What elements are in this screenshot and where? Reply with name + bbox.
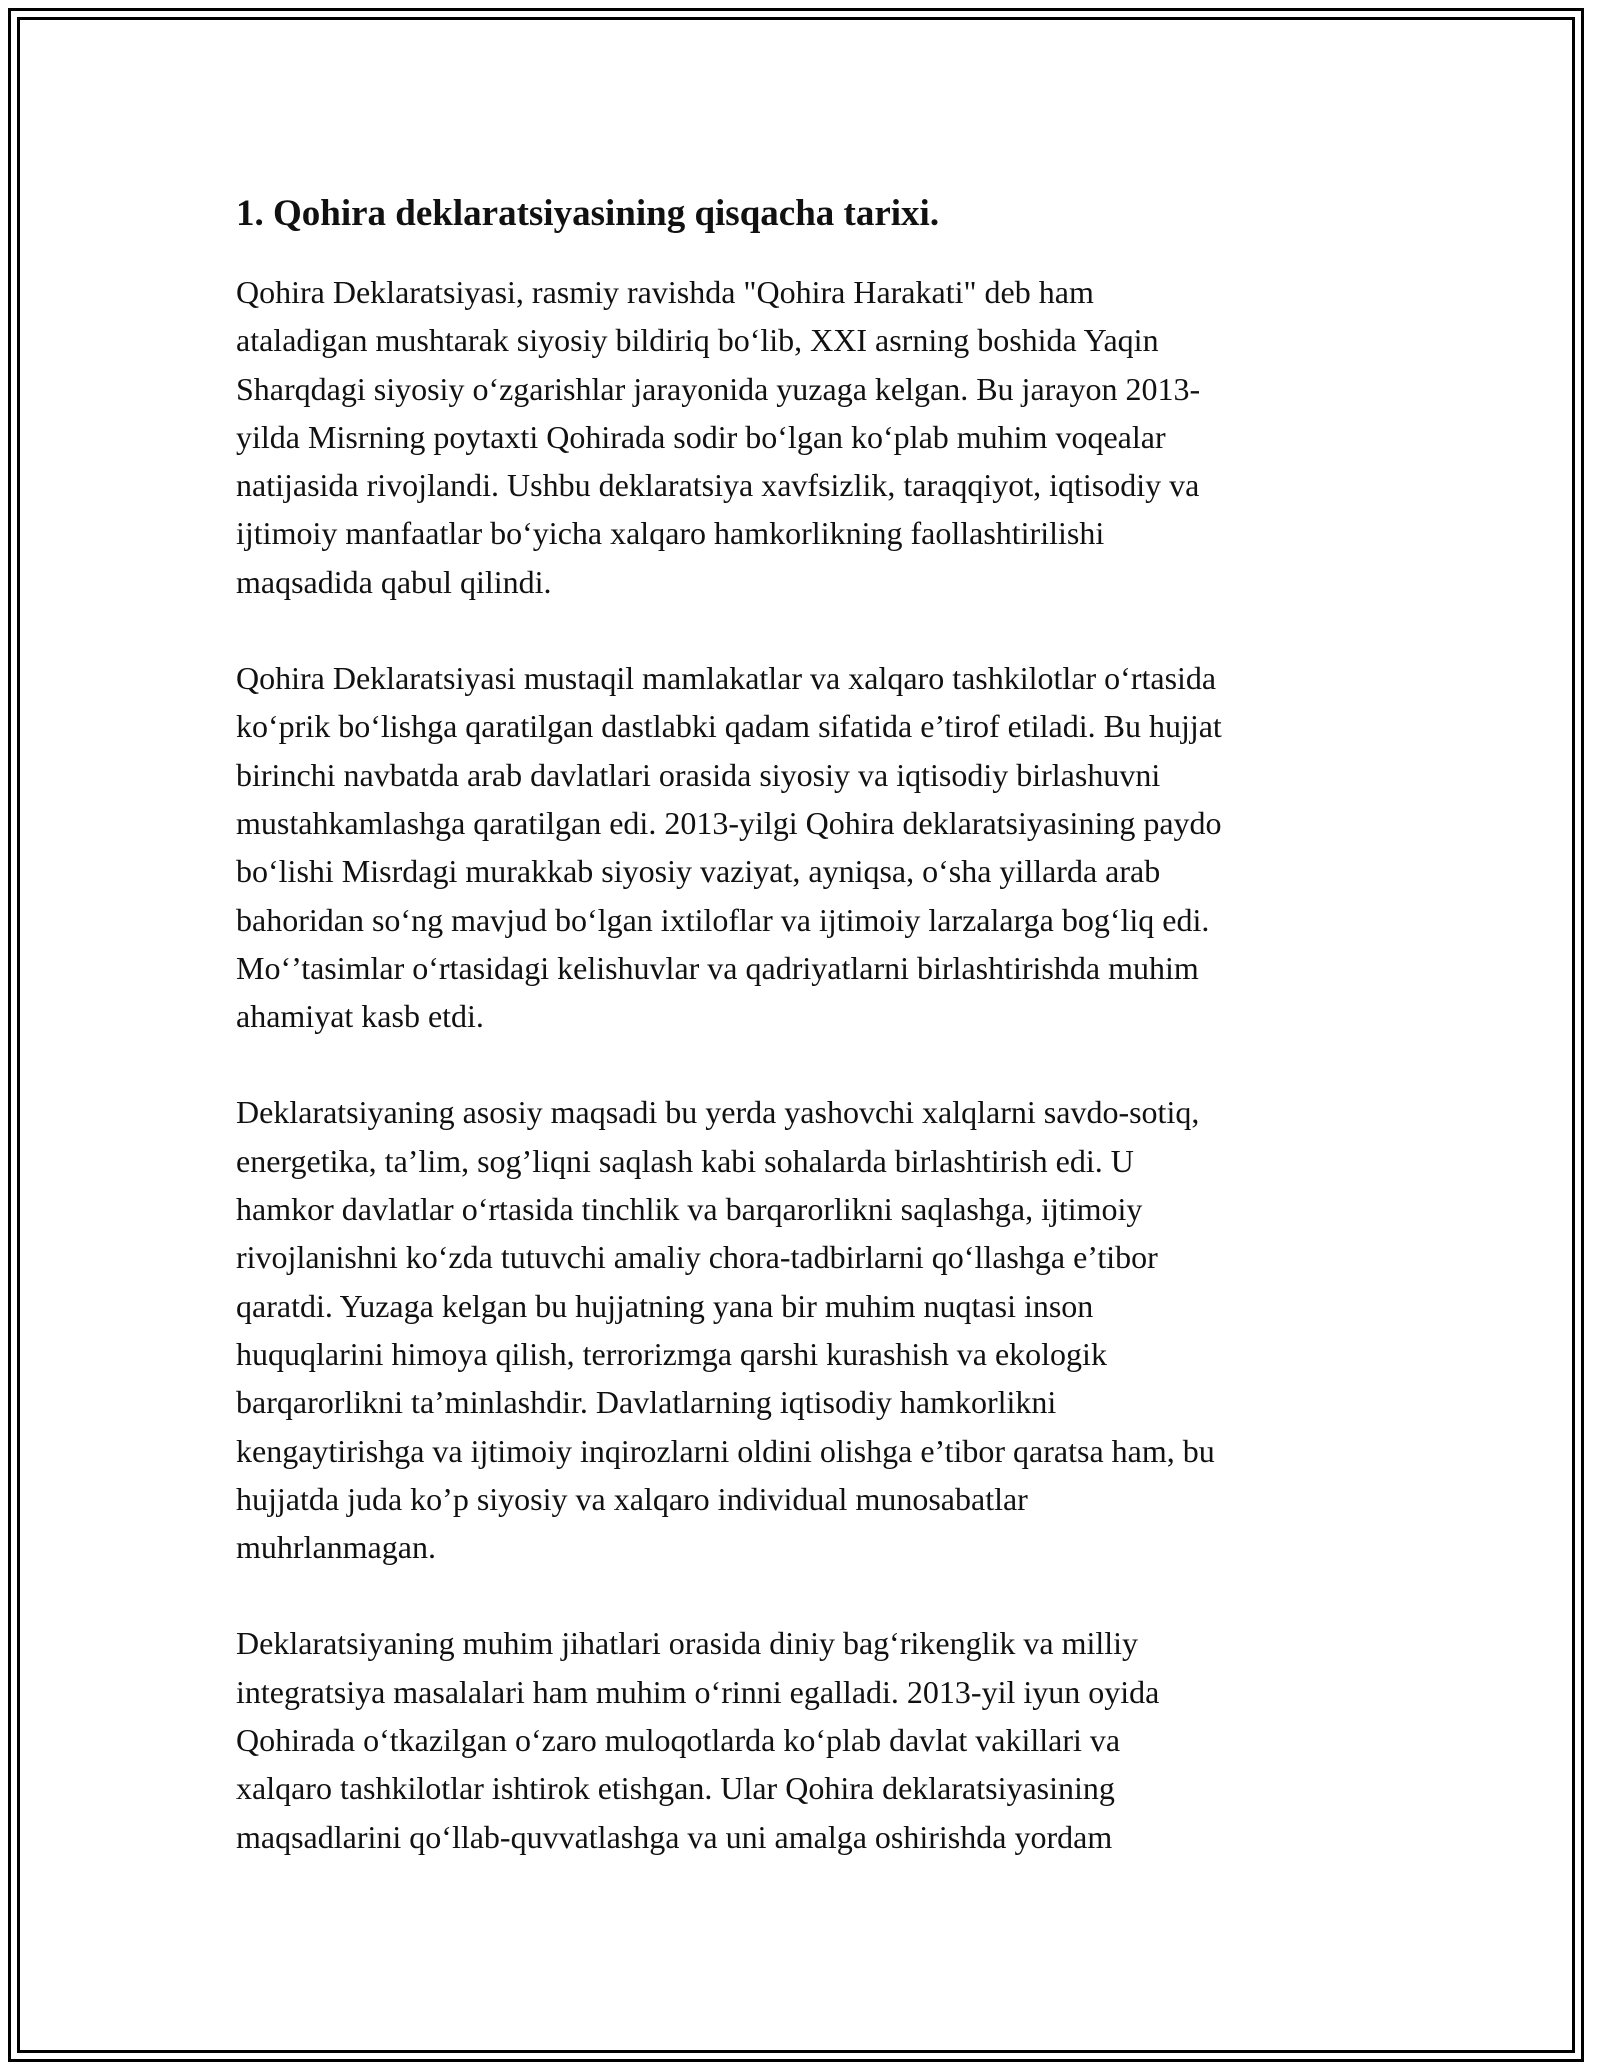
paragraph-line: Qohira Deklaratsiyasi, rasmiy ravishda "Qohira Harakati" deb ham <box>236 274 1094 310</box>
paragraph-line: xalqaro tashkilotlar ishtirok etishgan. Ular Qohira deklaratsiyasining <box>236 1770 1115 1807</box>
paragraph-line: bahoridan so‘ng mavjud bo‘lgan ixtiloflar va ijtimoiy larzalarga bog‘liq edi. <box>236 901 1210 938</box>
paragraph-line: Deklaratsiyaning asosiy maqsadi bu yerda yashovchi xalqlarni savdo-sotiq, <box>236 1094 1200 1131</box>
paragraph-line: hamkor davlatlar o‘rtasida tinchlik va barqarorlikni saqlashga, ijtimoiy <box>236 1191 1143 1228</box>
paragraph-line: ijtimoiy manfaatlar bo‘yicha xalqaro hamkorlikning faollashtirilishi <box>236 515 1105 552</box>
paragraph-line: barqarorlikni ta’minlashdir. Davlatlarning iqtisodiy hamkorlikni <box>236 1384 1057 1421</box>
paragraph-line: rivojlanishni ko‘zda tutuvchi amaliy chora-tadbirlarni qo‘llashga e’tibor <box>236 1239 1158 1276</box>
paragraph-line: hujjatda juda ko’p siyosiy va xalqaro individual munosabatlar <box>236 1480 1028 1517</box>
paragraph-line: Qohirada o‘tkazilgan o‘zaro muloqotlarda ko‘plab davlat vakillari va <box>236 1722 1121 1759</box>
paragraph-line: integratsiya masalalari ham muhim o‘rinni egalladi. 2013-yil iyun oyida <box>236 1673 1160 1710</box>
paragraph-line: energetika, ta’lim, sog’liqni saqlash kabi sohalarda birlashtirish edi. U <box>236 1142 1134 1179</box>
paragraph-line: maqsadida qabul qilindi. <box>236 563 552 600</box>
paragraph-line: mustahkamlashga qaratilgan edi. 2013-yilgi Qohira deklaratsiyasining paydo <box>236 804 1222 841</box>
paragraph-line: Deklaratsiyaning muhim jihatlari orasida diniy bag‘rikenglik va milliy <box>236 1625 1139 1662</box>
paragraph <box>236 654 1376 1040</box>
paragraph-line: maqsadlarini qo‘llab-quvvatlashga va uni amalga oshirishda yordam <box>236 1818 1113 1855</box>
paragraph-line: qaratdi. Yuzaga kelgan bu hujjatning yana bir muhim nuqtasi inson <box>236 1287 1094 1324</box>
section-heading: 1. Qohira deklaratsiyasining qisqacha tarixi. <box>236 193 940 234</box>
paragraph-line: ko‘prik bo‘lishga qaratilgan dastlabki qadam sifatida e’tirof etiladi. Bu hujjat <box>236 708 1222 745</box>
document-body <box>236 190 1376 1909</box>
paragraph-line: ahamiyat kasb etdi. <box>236 998 484 1035</box>
paragraph <box>236 1619 1376 1860</box>
paragraph <box>236 1088 1376 1571</box>
paragraph-line: natijasida rivojlandi. Ushbu deklaratsiya xavfsizlik, taraqqiyot, iqtisodiy va <box>236 467 1200 504</box>
paragraph-line: ataladigan mushtarak siyosiy bildiriq bo‘lib, XXI asrning boshida Yaqin <box>236 322 1159 359</box>
paragraph-line: Mo‘’tasimlar o‘rtasidagi kelishuvlar va qadriyatlarni birlashtirishda muhim <box>236 949 1199 986</box>
paragraph-line: kengaytirishga va ijtimoiy inqirozlarni oldini olishga e’tibor qaratsa ham, bu <box>236 1432 1215 1469</box>
paragraph-line: Qohira Deklaratsiyasi mustaqil mamlakatlar va xalqaro tashkilotlar o‘rtasida <box>236 660 1217 697</box>
paragraph-list <box>236 268 1376 1861</box>
paragraph <box>236 268 1376 606</box>
paragraph-line: muhrlanmagan. <box>236 1529 436 1566</box>
paragraph-line: Sharqdagi siyosiy o‘zgarishlar jarayonida yuzaga kelgan. Bu jarayon 2013- <box>236 370 1201 407</box>
paragraph-line: bo‘lishi Misrdagi murakkab siyosiy vaziyat, ayniqsa, o‘sha yillarda arab <box>236 853 1161 890</box>
paragraph-line: birinchi navbatda arab davlatlari orasida siyosiy va iqtisodiy birlashuvni <box>236 756 1161 793</box>
paragraph-line: huquqlarini himoya qilish, terrorizmga qarshi kurashish va ekologik <box>236 1335 1107 1372</box>
paragraph-line: yilda Misrning poytaxti Qohirada sodir bo‘lgan ko‘plab muhim voqealar <box>236 418 1166 455</box>
